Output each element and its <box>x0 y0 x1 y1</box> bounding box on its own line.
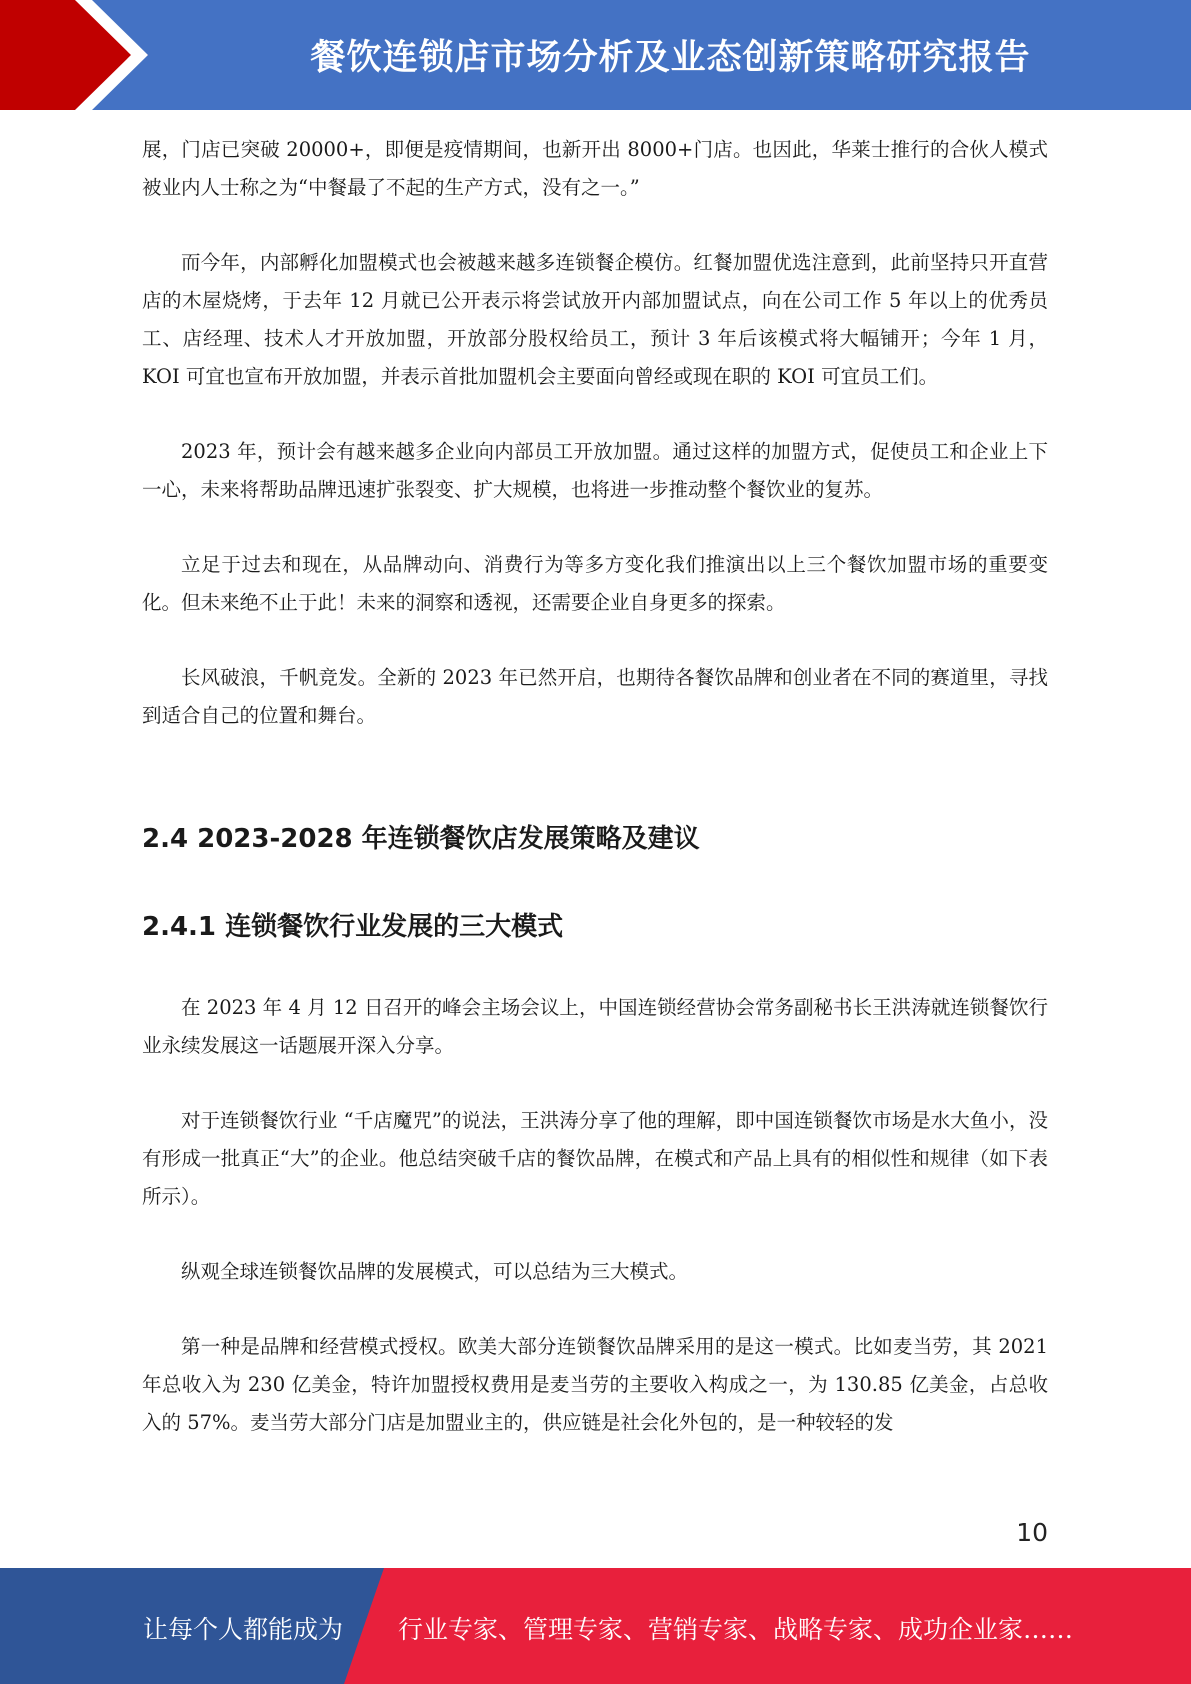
paragraph: 对于连锁餐饮行业 “千店魔咒”的说法，王洪涛分享了他的理解，即中国连锁餐饮市场是水大鱼小，没有形成一批真正“大”的企业。他总结突破千店的餐饮品牌，在模式和产品上具有的相似性和规律（如下表所示）。 <box>142 1109 1048 1208</box>
paragraph: 展，门店已突破 20000+，即便是疫情期间，也新开出 8000+门店。也因此，华莱士推行的合伙人模式被业内人士称之为“中餐最了不起的生产方式，没有之一。” <box>142 138 1048 199</box>
page-number: 10 <box>1016 1518 1048 1547</box>
paragraph: 立足于过去和现在，从品牌动向、消费行为等多方变化我们推演出以上三个餐饮加盟市场的重要变化。但未来绝不止于此！未来的洞察和透视，还需要企业自身更多的探索。 <box>142 553 1048 614</box>
footer-slogan-right: 行业专家、管理专家、营销专家、战略专家、成功企业家…… <box>398 1615 1074 1644</box>
paragraph: 第一种是品牌和经营模式授权。欧美大部分连锁餐饮品牌采用的是这一模式。比如麦当劳，其 2021 年总收入为 230 亿美金，特许加盟授权费用是麦当劳的主要收入构成之一，为 130.85 亿美金，占总收入的 57%。麦当劳大部分门店是加盟业主的，供应链是社会化外包的，是一种较轻的发 <box>142 1335 1048 1434</box>
page-footer <box>0 1568 1191 1684</box>
paragraph: 2023 年，预计会有越来越多企业向内部员工开放加盟。通过这样的加盟方式，促使员工和企业上下一心，未来将帮助品牌迅速扩张裂变、扩大规模，也将进一步推动整个餐饮业的复苏。 <box>142 440 1048 501</box>
header-red-arrow <box>0 0 148 110</box>
page-header <box>0 0 1191 110</box>
report-title: 餐饮连锁店市场分析及业态创新策略研究报告 <box>310 38 1031 78</box>
section-heading: 2.4 2023-2028 年连锁餐饮店发展策略及建议 <box>142 824 700 854</box>
paragraph: 纵观全球连锁餐饮品牌的发展模式，可以总结为三大模式。 <box>181 1260 689 1283</box>
subsection-heading: 2.4.1 连锁餐饮行业发展的三大模式 <box>142 912 564 942</box>
paragraph: 而今年，内部孵化加盟模式也会被越来越多连锁餐企模仿。红餐加盟优选注意到，此前坚持只开直营店的木屋烧烤，于去年 12 月就已公开表示将尝试放开内部加盟试点，向在公司工作 5 年以上的优秀员工、店经理、技术人才开放加盟，开放部分股权给员工，预计 3 年后该模式将大幅铺开；今年 1 月，KOI 可宜也宣布开放加盟，并表示首批加盟机会主要面向曾经或现在职的 KOI 可宜员工们。 <box>142 251 1048 388</box>
footer-slogan-left: 让每个人都能成为 <box>143 1615 344 1644</box>
paragraph: 在 2023 年 4 月 12 日召开的峰会主场会议上，中国连锁经营协会常务副秘书长王洪涛就连锁餐饮行业永续发展这一话题展开深入分享。 <box>142 996 1048 1057</box>
paragraph: 长风破浪，千帆竞发。全新的 2023 年已然开启，也期待各餐饮品牌和创业者在不同的赛道里，寻找到适合自己的位置和舞台。 <box>142 666 1048 727</box>
page-content <box>142 131 1048 1479</box>
